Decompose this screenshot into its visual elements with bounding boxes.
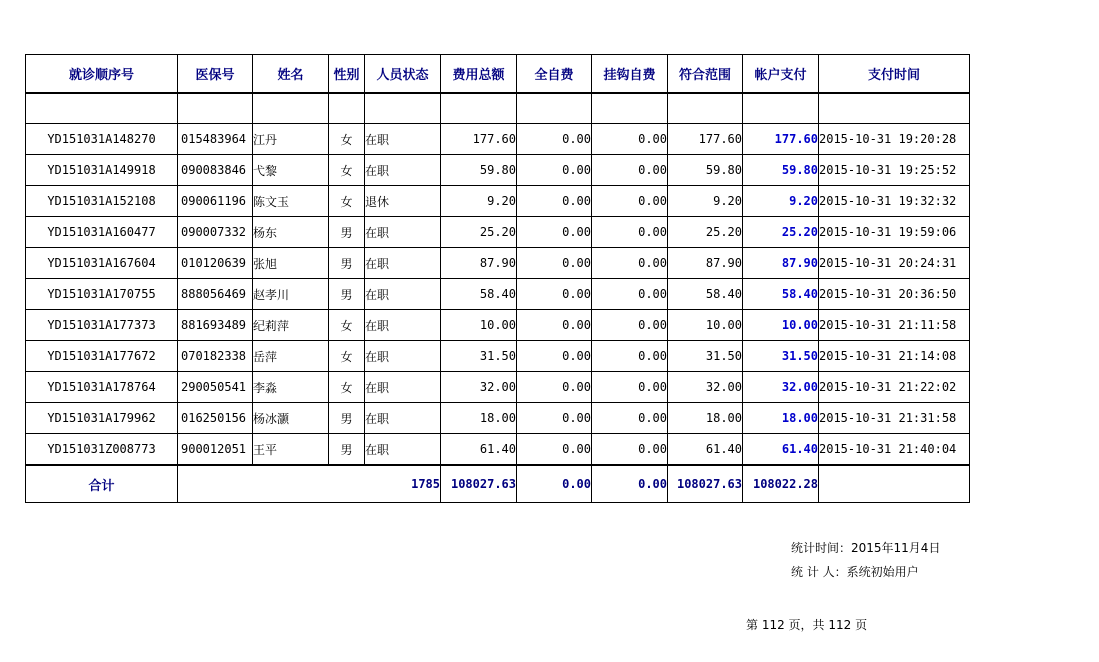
visit-no-cell: YD151031A152108	[26, 186, 178, 217]
stat-person-text: 统 计 人：系统初始用户	[791, 565, 919, 579]
status-cell: 在职	[365, 310, 441, 341]
name-cell: 张旭	[253, 248, 329, 279]
total-cost-cell: 10.00	[441, 310, 517, 341]
header-self-pay: 全自费	[517, 55, 592, 94]
pay-time-cell: 2015-10-31 20:36:50	[819, 279, 970, 310]
header-row	[26, 55, 970, 94]
visit-no-cell: YD151031A177373	[26, 310, 178, 341]
self-pay-cell: 0.00	[517, 310, 592, 341]
status-cell: 在职	[365, 434, 441, 466]
page-number-text: 第 112 页，共 112 页	[746, 618, 868, 632]
name-cell: 赵孝川	[253, 279, 329, 310]
account-pay-cell: 31.50	[743, 341, 819, 372]
visit-no-cell: YD151031A167604	[26, 248, 178, 279]
account-pay-cell: 59.80	[743, 155, 819, 186]
visit-no-cell: YD151031A170755	[26, 279, 178, 310]
visit-no-cell: YD151031Z008773	[26, 434, 178, 466]
in-scope-cell: 58.40	[668, 279, 743, 310]
insurance-no-cell: 900012051	[178, 434, 253, 466]
account-pay-cell: 9.20	[743, 186, 819, 217]
totals-linked-self-pay: 0.00	[592, 465, 668, 503]
name-cell: 江丹	[253, 124, 329, 155]
totals-label: 合计	[26, 465, 178, 503]
visit-no-cell: YD151031A160477	[26, 217, 178, 248]
pay-time-cell: 2015-10-31 19:32:32	[819, 186, 970, 217]
sex-cell: 男	[329, 403, 365, 434]
header-status: 人员状态	[365, 55, 441, 94]
pay-time-cell: 2015-10-31 21:11:58	[819, 310, 970, 341]
self-pay-cell: 0.00	[517, 248, 592, 279]
linked-self-pay-cell: 0.00	[592, 341, 668, 372]
header-pay-time: 支付时间	[819, 55, 970, 94]
pay-time-cell: 2015-10-31 19:25:52	[819, 155, 970, 186]
insurance-no-cell: 015483964	[178, 124, 253, 155]
status-cell: 退休	[365, 186, 441, 217]
pay-time-cell: 2015-10-31 19:20:28	[819, 124, 970, 155]
pay-time-cell: 2015-10-31 21:14:08	[819, 341, 970, 372]
linked-self-pay-cell: 0.00	[592, 279, 668, 310]
total-cost-cell: 9.20	[441, 186, 517, 217]
linked-self-pay-cell: 0.00	[592, 217, 668, 248]
visit-no-cell: YD151031A177672	[26, 341, 178, 372]
table-row	[26, 124, 970, 155]
blank-cell	[441, 93, 517, 124]
account-pay-cell: 10.00	[743, 310, 819, 341]
self-pay-cell: 0.00	[517, 341, 592, 372]
account-pay-cell: 177.60	[743, 124, 819, 155]
linked-self-pay-cell: 0.00	[592, 372, 668, 403]
header-account-pay: 帐户支付	[743, 55, 819, 94]
table-row	[26, 155, 970, 186]
header-name: 姓名	[253, 55, 329, 94]
total-cost-cell: 61.40	[441, 434, 517, 466]
self-pay-cell: 0.00	[517, 186, 592, 217]
header-linked-self-pay: 挂钩自费	[592, 55, 668, 94]
sex-cell: 男	[329, 434, 365, 466]
in-scope-cell: 61.40	[668, 434, 743, 466]
self-pay-cell: 0.00	[517, 279, 592, 310]
total-cost-cell: 59.80	[441, 155, 517, 186]
header-in-scope: 符合范围	[668, 55, 743, 94]
sex-cell: 女	[329, 341, 365, 372]
blank-cell	[178, 93, 253, 124]
sex-cell: 女	[329, 372, 365, 403]
linked-self-pay-cell: 0.00	[592, 186, 668, 217]
totals-row	[26, 465, 970, 503]
insurance-no-cell: 090007332	[178, 217, 253, 248]
blank-cell	[253, 93, 329, 124]
stat-time-text: 统计时间：2015年11月4日	[791, 541, 941, 555]
table-row	[26, 341, 970, 372]
totals-pay-time-blank	[819, 465, 970, 503]
account-pay-cell: 87.90	[743, 248, 819, 279]
status-cell: 在职	[365, 341, 441, 372]
pay-time-cell: 2015-10-31 21:31:58	[819, 403, 970, 434]
header-visit-no: 就诊顺序号	[26, 55, 178, 94]
sex-cell: 女	[329, 155, 365, 186]
table-row	[26, 434, 970, 466]
in-scope-cell: 18.00	[668, 403, 743, 434]
totals-account-pay: 108022.28	[743, 465, 819, 503]
linked-self-pay-cell: 0.00	[592, 310, 668, 341]
blank-cell	[517, 93, 592, 124]
pay-time-cell: 2015-10-31 21:22:02	[819, 372, 970, 403]
blank-cell	[819, 93, 970, 124]
visit-no-cell: YD151031A148270	[26, 124, 178, 155]
linked-self-pay-cell: 0.00	[592, 124, 668, 155]
linked-self-pay-cell: 0.00	[592, 248, 668, 279]
name-cell: 纪莉萍	[253, 310, 329, 341]
insurance-no-cell: 010120639	[178, 248, 253, 279]
name-cell: 弋黎	[253, 155, 329, 186]
blank-cell	[365, 93, 441, 124]
table-row	[26, 372, 970, 403]
in-scope-cell: 25.20	[668, 217, 743, 248]
pay-time-cell: 2015-10-31 19:59:06	[819, 217, 970, 248]
linked-self-pay-cell: 0.00	[592, 403, 668, 434]
self-pay-cell: 0.00	[517, 403, 592, 434]
total-cost-cell: 177.60	[441, 124, 517, 155]
self-pay-cell: 0.00	[517, 434, 592, 466]
insurance-no-cell: 070182338	[178, 341, 253, 372]
name-cell: 王平	[253, 434, 329, 466]
blank-cell	[329, 93, 365, 124]
insurance-no-cell: 290050541	[178, 372, 253, 403]
name-cell: 杨东	[253, 217, 329, 248]
status-cell: 在职	[365, 248, 441, 279]
payment-report-table	[25, 54, 970, 503]
insurance-no-cell: 090083846	[178, 155, 253, 186]
status-cell: 在职	[365, 279, 441, 310]
table-row	[26, 403, 970, 434]
blank-row	[26, 93, 970, 124]
visit-no-cell: YD151031A179962	[26, 403, 178, 434]
insurance-no-cell: 090061196	[178, 186, 253, 217]
status-cell: 在职	[365, 217, 441, 248]
table-row	[26, 279, 970, 310]
pay-time-cell: 2015-10-31 20:24:31	[819, 248, 970, 279]
table-row	[26, 217, 970, 248]
insurance-no-cell: 881693489	[178, 310, 253, 341]
self-pay-cell: 0.00	[517, 217, 592, 248]
insurance-no-cell: 888056469	[178, 279, 253, 310]
insurance-no-cell: 016250156	[178, 403, 253, 434]
total-cost-cell: 25.20	[441, 217, 517, 248]
in-scope-cell: 87.90	[668, 248, 743, 279]
sex-cell: 女	[329, 124, 365, 155]
header-sex: 性别	[329, 55, 365, 94]
table-row	[26, 248, 970, 279]
totals-count: 1785	[178, 465, 441, 503]
status-cell: 在职	[365, 403, 441, 434]
table-row	[26, 310, 970, 341]
total-cost-cell: 32.00	[441, 372, 517, 403]
totals-self-pay: 0.00	[517, 465, 592, 503]
blank-cell	[592, 93, 668, 124]
visit-no-cell: YD151031A178764	[26, 372, 178, 403]
account-pay-cell: 25.20	[743, 217, 819, 248]
in-scope-cell: 10.00	[668, 310, 743, 341]
self-pay-cell: 0.00	[517, 124, 592, 155]
total-cost-cell: 31.50	[441, 341, 517, 372]
totals-total-cost: 108027.63	[441, 465, 517, 503]
status-cell: 在职	[365, 155, 441, 186]
account-pay-cell: 32.00	[743, 372, 819, 403]
name-cell: 杨冰灏	[253, 403, 329, 434]
blank-cell	[26, 93, 178, 124]
account-pay-cell: 18.00	[743, 403, 819, 434]
total-cost-cell: 58.40	[441, 279, 517, 310]
totals-in-scope: 108027.63	[668, 465, 743, 503]
sex-cell: 男	[329, 217, 365, 248]
name-cell: 岳萍	[253, 341, 329, 372]
header-insurance-no: 医保号	[178, 55, 253, 94]
in-scope-cell: 9.20	[668, 186, 743, 217]
in-scope-cell: 59.80	[668, 155, 743, 186]
blank-cell	[668, 93, 743, 124]
status-cell: 在职	[365, 372, 441, 403]
visit-no-cell: YD151031A149918	[26, 155, 178, 186]
table-row	[26, 186, 970, 217]
account-pay-cell: 58.40	[743, 279, 819, 310]
sex-cell: 男	[329, 248, 365, 279]
total-cost-cell: 18.00	[441, 403, 517, 434]
linked-self-pay-cell: 0.00	[592, 434, 668, 466]
sex-cell: 女	[329, 186, 365, 217]
account-pay-cell: 61.40	[743, 434, 819, 466]
name-cell: 陈文玉	[253, 186, 329, 217]
blank-cell	[743, 93, 819, 124]
header-total-cost: 费用总额	[441, 55, 517, 94]
in-scope-cell: 177.60	[668, 124, 743, 155]
in-scope-cell: 31.50	[668, 341, 743, 372]
pay-time-cell: 2015-10-31 21:40:04	[819, 434, 970, 466]
name-cell: 李淼	[253, 372, 329, 403]
sex-cell: 男	[329, 279, 365, 310]
self-pay-cell: 0.00	[517, 372, 592, 403]
total-cost-cell: 87.90	[441, 248, 517, 279]
status-cell: 在职	[365, 124, 441, 155]
sex-cell: 女	[329, 310, 365, 341]
linked-self-pay-cell: 0.00	[592, 155, 668, 186]
self-pay-cell: 0.00	[517, 155, 592, 186]
in-scope-cell: 32.00	[668, 372, 743, 403]
